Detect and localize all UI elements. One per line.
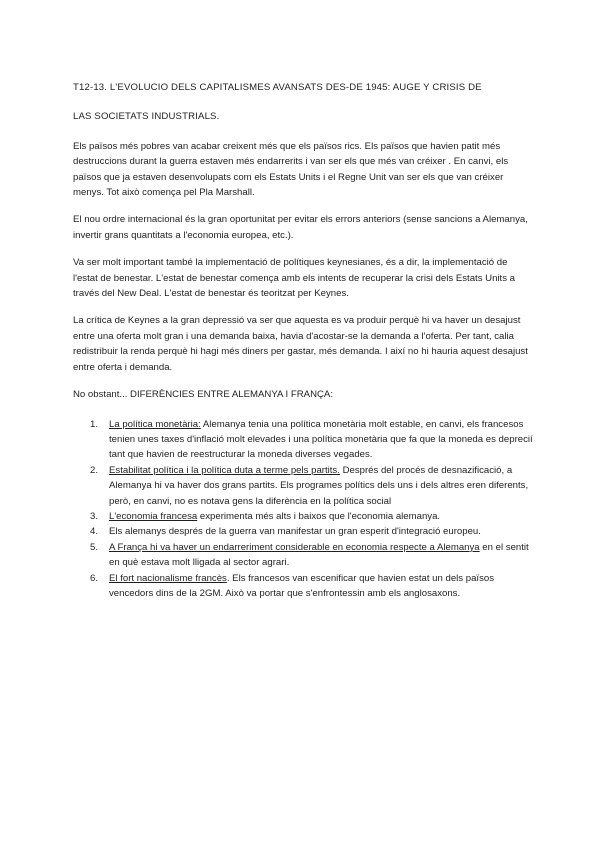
- list-item-number: 2.: [90, 464, 99, 476]
- list-item-text: experimenta més alts i baixos que l'economia alemanya.: [197, 510, 441, 522]
- list-item-text: Els alemanys després de la guerra van manifestar un gran esperit d'integració europeu.: [109, 526, 481, 538]
- differences-heading: No obstant... DIFERÈNCIES ENTRE ALEMANYA I FRANÇA:: [73, 389, 333, 401]
- list-item-text: . Els francesos van escenificar que havien estat un dels països vencedors dins de la 2GM. Això va portar que s'enfrontessin amb els anglosaxons.: [109, 572, 495, 599]
- paragraph-keynesian-policies: Va ser molt important també la implementació de polítiques keynesianes, és a dir, la implementació de l'estat de benestar. L'estat de benestar comença amb els intents de recuperar la crisi dels Estats Units a través del New Deal. L'estat de benestar és teoritzat per Keynes.: [73, 257, 516, 300]
- list-item-text: Després del procés de desnazificació, a Alemanya hi va haver dos grans partits. Els programes polítics dels uns i dels altres eren diferents, però, en canvi, no es notava gens la diferència en la política social: [109, 464, 529, 507]
- paragraph-growth: Els països més pobres van acabar creixent més que els països rics. Els països que havien patit més destruccions durant la guerra estaven més endarrerits i van ser els que més van créixer . En canvi, els països que ja estaven desenvolupats com els Estats Units i el Regne Unit van ser els que van créixer menys. Tot això comença pel Pla Marshall.: [73, 140, 509, 199]
- list-item-underlined: El fort nacionalisme francès: [109, 572, 227, 584]
- differences-list: [73, 417, 533, 602]
- document-title-line-2: LAS SOCIETATS INDUSTRIALS.: [73, 111, 220, 123]
- list-item-text: en el sentit en què estava molt lligada al sector agrari.: [109, 541, 529, 569]
- list-item-underlined: A França hi va haver un endarreriment considerable en economia respecte a Alemanya: [109, 541, 480, 553]
- list-item: [90, 509, 533, 524]
- list-item-number: 6.: [90, 572, 99, 584]
- document-body: [73, 80, 533, 601]
- list-item: [90, 524, 533, 539]
- list-item: [90, 571, 533, 602]
- paragraph-new-order: El nou ordre internacional és la gran oportunitat per evitar els errors anteriors (sense sancions a Alemanya, invertir grans quantitats a l'economia europea, etc.).: [73, 214, 528, 241]
- list-item: [90, 540, 533, 571]
- list-item-number: 4.: [90, 526, 99, 538]
- document-title-line-1: T12-13. L'EVOLUCIO DELS CAPITALISMES AVANSATS DES-DE 1945: AUGE Y CRISIS DE: [73, 82, 482, 93]
- list-item-number: 3.: [90, 510, 99, 522]
- paragraph-keynes-critique: La crítica de Keynes a la gran depressió va ser que aquesta es va produir perquè hi va haver un desajust entre una oferta molt gran i una demanda baixa, havia d'acostar-se la demanda a l'oferta. Per tant, calia redistribuir la renda perquè hi hagi més diners per gastar, més demanda. I així no hi hauria aquest desajust entre oferta i demanda.: [73, 315, 528, 373]
- list-item-underlined: L'economia francesa: [109, 510, 198, 522]
- list-item: [90, 417, 533, 463]
- list-item-text: Alemanya tenia una política monetària molt estable, en canvi, els francesos tenien unes taxes d'inflació molt elevades i una política monetària que fa que la moneda es deprecií tant que havien de reestructurar la moneda diverses vegades.: [109, 418, 533, 461]
- list-item-number: 1.: [90, 418, 99, 430]
- list-item-number: 5.: [90, 541, 99, 553]
- list-item: [90, 463, 533, 509]
- list-item-underlined: La política monetària:: [109, 418, 201, 430]
- list-item-underlined: Estabilitat política i la política duta a terme pels partits.: [109, 464, 340, 476]
